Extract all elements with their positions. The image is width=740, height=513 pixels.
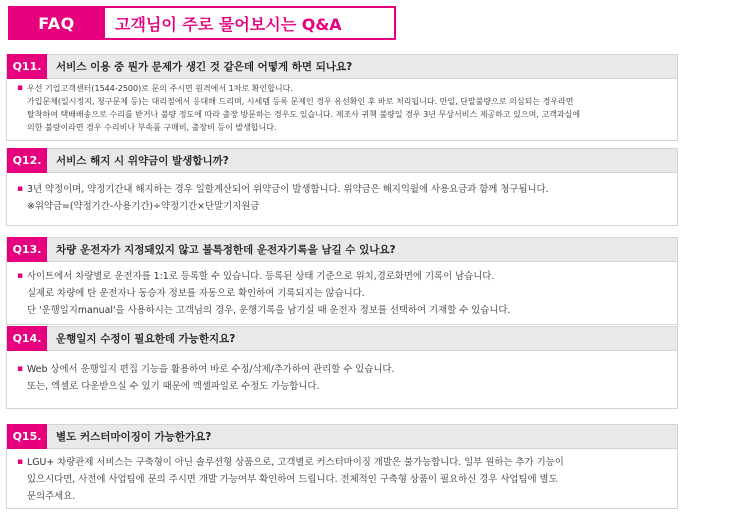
faq-item-q15 (6, 424, 678, 509)
answer-line: 있으시다면, 사전에 사업팀에 문의 주시면 개발 가능여부 확인하여 드립니다. 전체적인 구축형 상품이 필요하신 경우 사업팀에 별도 (27, 474, 558, 485)
question-number: Q14. (7, 326, 47, 351)
answer-line: 가입문제(일시정지, 청구문제 등)는 대리점에서 응대해 드리며, 시세템 등록 문제인 경우 유선확인 후 바로 처리됩니다. 만일, 단말불량으로 의심되는 경우라면 (27, 97, 574, 106)
answer-box (6, 262, 678, 325)
answer-box (6, 449, 678, 509)
question-text: 차량 운전자가 지정돼있지 않고 불특정한데 운전자기록을 남길 수 있나요? (56, 244, 396, 256)
answer-line: LGU+ 차량관제 서비스는 구축형이 아닌 솔루션형 상품으로, 고객별로 커스터마이징 개발은 불가능합니다. 일부 원하는 추가 기능이 (27, 457, 564, 468)
faq-item-q12 (6, 148, 678, 226)
question-bar (6, 54, 678, 79)
faq-header (8, 6, 396, 40)
question-number: Q15. (7, 424, 47, 449)
faq-tag: FAQ (8, 6, 105, 40)
question-bar (6, 326, 678, 351)
answer-line: 단 '운행일지manual'을 사용하시는 고객님의 경우, 운행기록을 남기실 때 운전자 정보를 선택하여 기재할 수 있습니다. (27, 305, 511, 316)
faq-item-q11 (6, 54, 678, 141)
question-text: 운행일지 수정이 필요한데 가능한지요? (56, 333, 236, 345)
question-text: 서비스 해지 시 위약금이 발생합니까? (56, 155, 229, 167)
answer-line: 의한 불량이라면 경우 수리비나 부속품 구매비, 출장비 등이 발생합니다. (27, 123, 277, 132)
bullet-icon: ▪ (17, 271, 24, 281)
question-number: Q12. (7, 148, 47, 173)
question-bar (6, 237, 678, 262)
answer-box (6, 351, 678, 409)
answer-box (6, 79, 678, 141)
answer-line: 3년 약정이며, 약정기간내 해지하는 경우 일할계산되어 위약금이 발생합니다. 위약금은 해지익월에 사용요금과 함께 청구됩니다. (27, 184, 549, 195)
bullet-icon: ▪ (17, 184, 24, 194)
question-text: 서비스 이용 중 뭔가 문제가 생긴 것 같은데 어떻게 하면 되나요? (56, 61, 353, 73)
faq-item-q13 (6, 237, 678, 325)
answer-line: 사이트에서 차량별로 운전자를 1:1로 등록할 수 있습니다. 등록된 상태 기준으로 위치,경로화면에 기록이 남습니다. (27, 271, 495, 282)
answer-line: 또는, 엑셀로 다운받으실 수 있기 때문에 엑셀파일로 수정도 가능합니다. (27, 381, 320, 392)
page-title: 고객님이 주로 물어보시는 Q&A (105, 6, 396, 40)
answer-line: 우선 기업고객센터(1544-2500)로 문의 주시면 원격에서 1차로 확인합니다. (27, 84, 293, 93)
answer-box (6, 173, 678, 226)
faq-item-q14 (6, 326, 678, 409)
question-number: Q11. (7, 54, 47, 79)
answer-line: ※위약금=(약정기간-사용기간)÷약정기간×단말기지원금 (27, 201, 260, 212)
answer-line: 실제로 차량에 탄 운전자나 동승자 정보를 자동으로 확인하여 기록되지는 않습니다. (27, 288, 365, 299)
question-text: 별도 커스터마이징이 가능한가요? (56, 431, 212, 443)
bullet-icon: ▪ (17, 457, 24, 467)
bullet-icon: ▪ (17, 83, 24, 93)
answer-line: 문의주세요. (27, 491, 76, 502)
answer-line: Web 상에서 운행일지 편집 기능을 활용하여 바로 수정/삭제/추가하여 관리할 수 있습니다. (27, 364, 395, 375)
answer-line: 탈착하여 택배배송으로 수리를 받거나 불량 정도에 따라 출장 방문하는 경우도 있습니다. 제조사 귀책 불량일 경우 3년 무상서비스 제공하고 있으며, 고객과실에 (27, 110, 581, 119)
question-bar (6, 148, 678, 173)
question-number: Q13. (7, 237, 47, 262)
question-bar (6, 424, 678, 449)
bullet-icon: ▪ (17, 364, 24, 374)
